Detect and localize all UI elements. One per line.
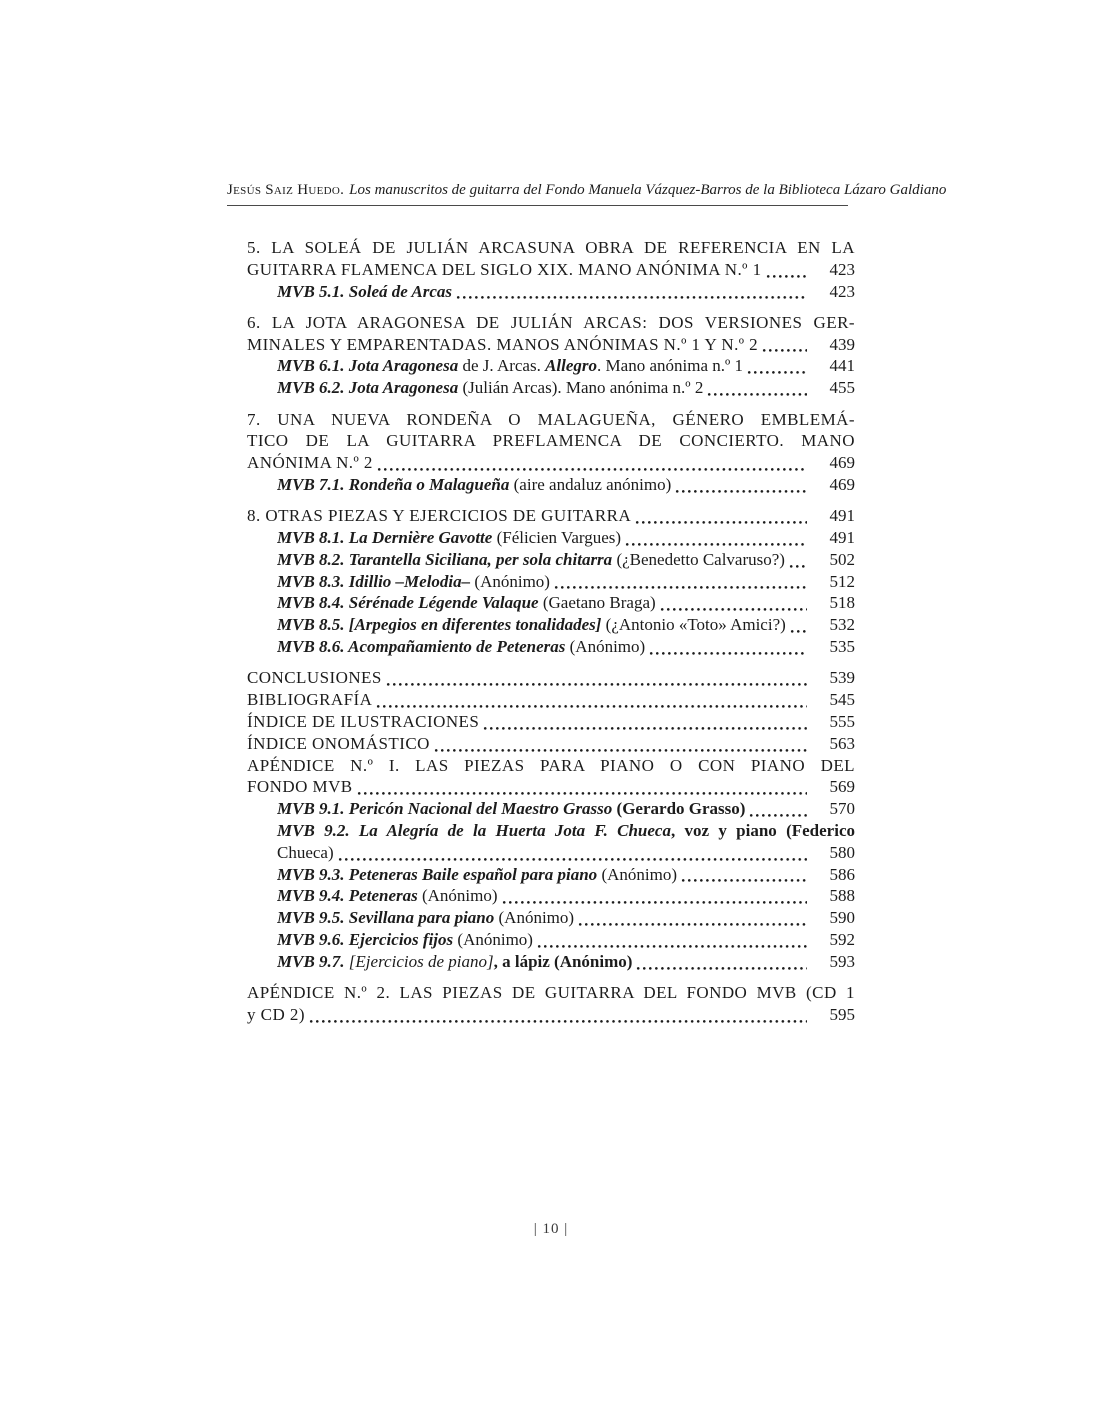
entry-text-segment: [Ejercicios de piano] [344,951,494,971]
entry-page-number: 535 [829,637,855,657]
entry-text-segment: 7. UNA NUEVA RONDEÑA O MALAGUEÑA, GÉNERO EMBLEMÁ- [247,409,855,429]
entry-page-number: 586 [829,864,855,884]
entry-text-segment: Chueca) [277,842,334,862]
toc-line [247,982,855,1004]
leader-dots [377,452,807,474]
toc-line [277,907,855,929]
entry-page-number: 512 [829,571,855,591]
leader-dots [434,733,807,755]
entry-text [247,334,758,356]
entry-page-number: 518 [829,593,855,613]
entry-text-segment: de J. Arcas. [458,356,546,376]
entry-text-segment: APÉNDICE N.º I. LAS PIEZAS PARA PIANO O CON PIANO DEL [247,755,855,775]
entry-text-segment: TICO DE LA GUITARRA PREFLAMENCA DE CONCIERTO. MANO [247,431,855,451]
entry-page-number: 539 [829,668,855,688]
header-author-name: Jesús Saiz Huedo. [227,182,345,198]
entry-text-segment: (aire andaluz anónimo) [509,474,672,494]
entry-text-segment: MVB 9.5. Sevillana para piano [277,908,495,928]
entry-text [247,983,855,1002]
entry-text [247,431,855,450]
toc-subentry [247,798,855,820]
toc-entry [247,982,855,1026]
leader-dots [660,592,807,614]
toc-line [247,505,855,527]
toc-subentry [247,571,855,593]
entry-page-number: 441 [829,356,855,376]
entry-text-segment: (¿Antonio «Toto» Amici?) [601,615,786,635]
entry-text [247,667,382,689]
toc-group [247,982,855,1026]
toc-subentry [247,474,855,496]
toc-line [247,312,855,334]
entry-page-number: 502 [829,549,855,569]
toc-line [247,237,855,259]
toc-group [247,667,855,972]
entry-text [247,313,855,332]
toc-entry [247,733,855,755]
entry-text [277,821,855,840]
leader-dots [749,798,807,820]
entry-text-segment: MVB 8.4. Sérénade Légende Valaque [277,593,539,613]
entry-text [277,798,745,820]
leader-dots [483,711,807,733]
toc-subentry [247,885,855,907]
leader-dots [309,1004,807,1026]
entry-text [277,355,743,377]
entry-text [247,505,631,527]
entry-text [277,377,703,399]
leader-dots [649,636,807,658]
toc-subentry [247,864,855,886]
entry-text-segment: (Anónimo) [597,864,677,884]
toc-line [247,755,855,777]
toc-line [277,549,855,571]
toc-group [247,312,855,399]
entry-page-number: 545 [829,690,855,710]
toc-line [277,929,855,951]
entry-text [277,474,671,496]
toc-line [247,409,855,431]
entry-text [247,776,353,798]
leader-dots [625,527,807,549]
toc-line [277,885,855,907]
entry-text [277,527,621,549]
toc-subentry [247,907,855,929]
entry-text-segment: CONCLUSIONES [247,668,382,688]
toc-line [247,452,855,474]
entry-text-segment: MINALES Y EMPARENTADAS. MANOS ANÓNIMAS N.º 1 Y N.º 2 [247,334,759,354]
toc-subentry [247,592,855,614]
leader-dots [502,885,807,907]
entry-page-number: 595 [829,1004,855,1024]
entry-text [277,907,574,929]
toc-subentry [247,636,855,658]
leader-dots [357,776,807,798]
toc-subentry [247,614,855,636]
leader-dots [790,614,807,636]
toc-entry [247,505,855,527]
entry-text [277,885,498,907]
entry-page-number: 439 [829,334,855,354]
toc-entry [247,667,855,689]
entry-text [277,864,677,886]
entry-text-segment: APÉNDICE N.º 2. LAS PIEZAS DE GUITARRA DEL FONDO MVB (CD 1 [247,983,855,1002]
entry-page-number: 569 [829,777,855,797]
entry-text-segment: (Anónimo) [494,908,575,928]
entry-text [277,614,786,636]
entry-text-segment: MVB 6.2. Jota Aragonesa [277,378,459,398]
toc-subentry [247,527,855,549]
entry-text-segment: MVB 5.1. Soleá de Arcas [277,281,453,301]
leader-dots [376,689,807,711]
entry-page-number: 491 [829,528,855,548]
toc-line [247,776,855,798]
toc-subentry [247,355,855,377]
leader-dots [636,951,807,973]
entry-text-segment: (Julián Arcas). Mano anónima n.º 2 [458,378,704,398]
leader-dots [762,334,807,356]
entry-text [247,1004,305,1026]
toc [247,237,855,1026]
entry-text-segment: 6. LA JOTA ARAGONESA DE JULIÁN ARCAS: DOS VERSIONES GER- [247,312,855,332]
leader-dots [537,929,807,951]
entry-text [247,711,479,733]
toc-subentry [247,281,855,303]
toc-subentry [247,549,855,571]
entry-text-segment: (Gaetano Braga) [538,593,656,613]
entry-text-segment: (¿Benedetto Calvaruso?) [612,549,785,569]
entry-text-segment: GUITARRA FLAMENCA DEL SIGLO XIX. MANO ANÓNIMA N.º 1 [247,259,762,279]
entry-text-segment: MVB 9.3. Peteneras Baile español para piano [277,864,598,884]
entry-page-number: 423 [829,259,855,279]
running-header [227,182,947,206]
entry-text [277,951,632,973]
header-work-title: Los manuscritos de guitarra del Fondo Manuela Vázquez-Barros de la Biblioteca Lázaro Galdiano [349,182,947,198]
entry-text-segment: (Anónimo) [417,886,498,906]
entry-text-segment: MVB 9.7. [277,951,345,971]
toc-group [247,237,855,302]
entry-text [277,636,645,658]
entry-text [247,452,373,474]
entry-page-number: 593 [829,951,855,971]
entry-text [277,842,334,864]
leader-dots [789,549,807,571]
entry-text-segment: FONDO MVB [247,777,353,797]
entry-text-segment: MVB 8.5. [Arpegios en diferentes tonalidades] [277,615,602,635]
leader-dots [386,667,807,689]
entry-text-segment: ÍNDICE ONOMÁSTICO [247,733,430,753]
toc-line [277,798,855,820]
entry-text-segment: 5. LA SOLEÁ DE JULIÁN ARCASUNA OBRA DE REFERENCIA EN LA [247,238,855,257]
toc-entry [247,237,855,281]
toc-line [247,667,855,689]
entry-text-segment: (Félicien Vargues) [492,528,622,548]
entry-text [247,238,855,257]
toc-line [277,614,855,636]
entry-text-segment: MVB 6.1. Jota Aragonesa [277,356,459,376]
toc-line [247,711,855,733]
toc-subentry [247,929,855,951]
entry-text-segment: ANÓNIMA N.º 2 [247,453,373,473]
entry-text [277,549,785,571]
toc-subentry [247,820,855,864]
toc-line [247,733,855,755]
entry-page-number: 570 [829,799,855,819]
toc-line [247,689,855,711]
entry-text-segment: , voz y piano (Federico [670,820,855,840]
toc-line [277,355,855,377]
leader-dots [578,907,807,929]
entry-text-segment: MVB 8.1. La Dernière Gavotte [277,528,493,548]
leader-dots [338,842,807,864]
entry-page-number: 555 [829,711,855,731]
toc-group [247,505,855,658]
toc-line [277,864,855,886]
leader-dots [635,505,807,527]
entry-text [247,410,855,429]
toc-line [277,474,855,496]
toc-entry [247,755,855,799]
entry-text [277,281,452,303]
leader-dots [707,377,807,399]
entry-text-segment: , a lápiz (Anónimo) [493,951,633,971]
toc-group [247,409,855,496]
entry-text-segment: . Mano anónima n.º 1 [597,356,744,376]
leader-dots [554,571,807,593]
entry-text [277,571,550,593]
entry-page-number: 423 [829,281,855,301]
entry-text [247,689,372,711]
entry-page-number: 532 [829,615,855,635]
entry-text-segment: (Anónimo) [470,571,550,591]
entry-page-number: 469 [829,474,855,494]
leader-dots [681,864,807,886]
entry-page-number: 580 [829,842,855,862]
entry-text [247,259,762,281]
toc-line [277,820,855,842]
entry-text-segment: BIBLIOGRAFÍA [247,690,373,710]
entry-text [247,733,430,755]
entry-page-number: 588 [829,886,855,906]
entry-text-segment: 8. OTRAS PIEZAS Y EJERCICIOS DE GUITARRA [247,506,632,526]
entry-text-segment: MVB 9.6. Ejercicios fijos [277,929,454,949]
toc-subentry [247,951,855,973]
entry-page-number: 592 [829,929,855,949]
leader-dots [456,281,807,303]
toc-line [277,377,855,399]
leader-dots [766,259,807,281]
entry-text-segment: MVB 9.4. Peteneras [277,886,418,906]
leader-dots [675,474,807,496]
toc-line [277,636,855,658]
toc-line [247,259,855,281]
entry-text-segment: MVB 9.1. Pericón Nacional del Maestro Grasso [277,799,613,819]
entry-text-segment: ÍNDICE DE ILUSTRACIONES [247,711,480,731]
toc-entry [247,409,855,474]
toc-entry [247,711,855,733]
entry-text-segment: y CD 2) [247,1004,305,1024]
toc-line [277,571,855,593]
entry-text [277,592,656,614]
page-number: | 10 | [533,1221,569,1237]
toc-entry [247,312,855,356]
entry-text-segment: MVB 9.2. La Alegría de la Huerta Jota F. Chueca [277,820,671,840]
entry-text-segment: Allegro [545,356,598,376]
toc-line [277,842,855,864]
entry-text [277,929,533,951]
entry-page-number: 563 [829,733,855,753]
entry-text-segment: MVB 8.3. Idillio –Melodia– [277,571,471,591]
toc-line [277,951,855,973]
toc-entry [247,689,855,711]
entry-page-number: 491 [829,506,855,526]
entry-page-number: 455 [829,378,855,398]
entry-page-number: 590 [829,908,855,928]
entry-text [247,756,855,775]
entry-text-segment: (Anónimo) [565,637,646,657]
page-footer [247,1221,855,1238]
toc-line [277,281,855,303]
toc-line [277,527,855,549]
toc-subentry [247,377,855,399]
entry-page-number: 469 [829,453,855,473]
entry-text-segment: (Anónimo) [453,929,533,949]
entry-text-segment: MVB 7.1. Rondeña o Malagueña [277,474,510,494]
entry-text-segment: MVB 8.6. Acompañamiento de Peteneras [277,637,566,657]
leader-dots [747,355,807,377]
toc-line [247,1004,855,1026]
entry-text-segment: (Gerardo Grasso) [612,799,746,819]
toc-line [247,334,855,356]
toc-line [247,430,855,452]
toc-line [277,592,855,614]
entry-text-segment: MVB 8.2. Tarantella Siciliana, per sola chitarra [277,549,613,569]
